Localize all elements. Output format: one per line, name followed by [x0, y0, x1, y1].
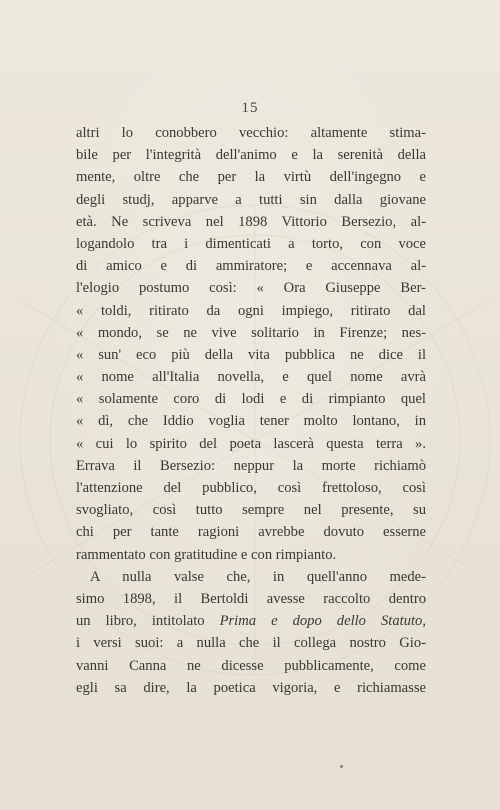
text-line: svogliato, così tutto sempre nel presente, su — [76, 502, 426, 519]
body-text — [76, 122, 426, 699]
text-line: « cui lo spirito del poeta lascerà questa terra ». — [76, 435, 426, 452]
text-line: egli sa dire, la poetica vigoria, e richiamasse — [76, 679, 426, 696]
text-line: l'elogio postumo così: « Ora Giuseppe Ber- — [76, 280, 426, 297]
text-line: l'attenzione del pubblico, così frettoloso, così — [76, 480, 426, 496]
text-line: « dì, che Iddio voglia tener molto lontano, in — [76, 413, 426, 430]
text-line: di amico e di ammiratore; e accennava al- — [76, 258, 426, 275]
text-line: degli studj, apparve a tutti sin dalla giovane — [76, 191, 426, 208]
text-line: « solamente coro di lodi e di rimpianto quel — [76, 391, 426, 408]
page-number: 15 — [241, 100, 259, 116]
text-line: logandolo tra i dimenticati a torto, con voce — [76, 235, 426, 252]
text-line: simo 1898, il Bertoldi avesse raccolto dentro — [76, 590, 426, 607]
text-line: rammentato con gratitudine e con rimpianto. — [76, 546, 337, 563]
text-line: « mondo, se ne vive solitario in Firenze; nes- — [76, 324, 426, 341]
text-line: vanni Canna ne dicesse pubblicamente, come — [76, 657, 426, 674]
text-line: « toldi, ritirato da ogni impiego, ritirato dal — [76, 302, 426, 319]
text-line: A nulla valse che, in quell'anno mede- — [90, 568, 426, 585]
text-line: « nome all'Italia novella, e quel nome avrà — [76, 369, 426, 386]
text-line: i versi suoi: a nulla che il collega nostro Gio- — [76, 635, 426, 652]
text-line: altri lo conobbero vecchio: altamente stima- — [76, 125, 426, 141]
text-line: mente, oltre che per la virtù dell'ingegno e — [76, 169, 426, 186]
book-title: Prima e dopo dello Statuto — [219, 613, 423, 630]
text-line: chi per tante ragioni avrebbe dovuto esserne — [76, 524, 426, 541]
text-line: Errava il Bersezio: neppur la morte richiamò — [76, 457, 426, 474]
ink-speck — [340, 765, 343, 768]
text-line: « sun' eco più della vita pubblica ne dice il — [76, 346, 426, 363]
text-line: età. Ne scriveva nel 1898 Vittorio Bersezio, al- — [76, 213, 426, 230]
text-line: bile per l'integrità dell'animo e la serenità della — [76, 147, 426, 164]
text-line: un libro, intitolato Prima e dopo dello Statuto, — [76, 613, 426, 630]
